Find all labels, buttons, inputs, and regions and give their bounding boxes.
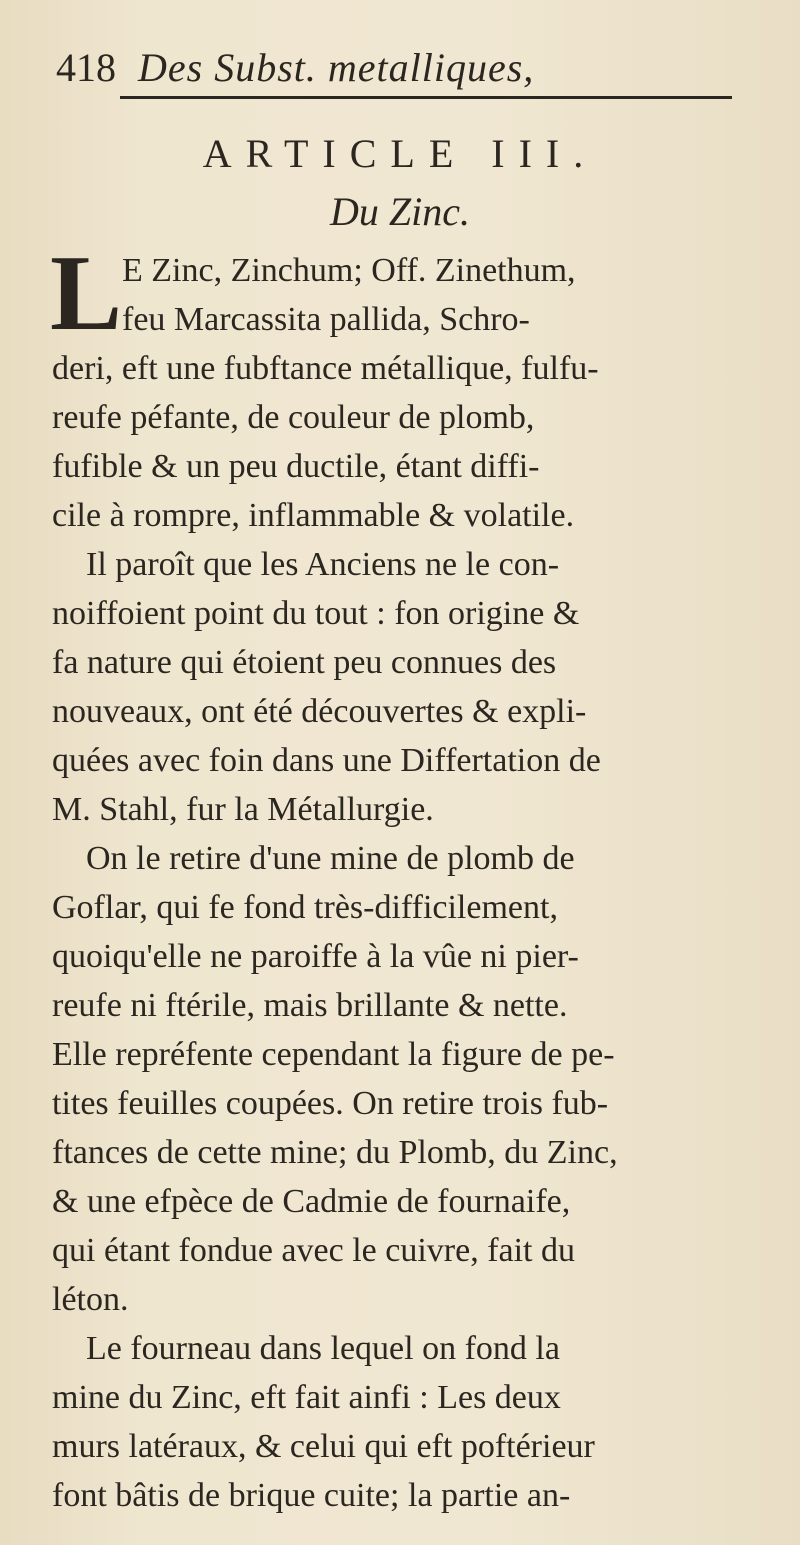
text-line: fufible & un peu ductile, étant diffi- [52,448,540,485]
page-number: 418 [56,45,116,90]
text-line: murs latéraux, & celui qui eft poftérieur [52,1428,595,1465]
text-line: quoiqu'elle ne paroiffe à la vûe ni pier- [52,938,579,975]
text-line: Le fourneau dans lequel on fond la [86,1330,560,1367]
text-line: noiffoient point du tout : fon origine & [52,595,580,632]
text-line: reufe péfante, de couleur de plomb, [52,399,535,436]
text-line: qui étant fondue avec le cuivre, fait du [52,1232,575,1269]
text-line: & une efpèce de Cadmie de fournaife, [52,1183,571,1220]
text-line: fa nature qui étoient peu connues des [52,644,557,681]
drop-cap: L [50,234,123,353]
text-line: quées avec foin dans une Differtation de [52,742,601,779]
text-line: tites feuilles coupées. On retire trois fub- [52,1085,609,1122]
body-text [50,234,748,1520]
text-line: Il paroît que les Anciens ne le con- [86,546,560,583]
text-line: mine du Zinc, eft fait ainfi : Les deux [52,1379,561,1416]
text-line: feu Marcassita pallida, Schro- [122,301,530,338]
text-line: Elle repréfente cependant la figure de pe- [52,1036,615,1073]
text-line: M. Stahl, fur la Métallurgie. [52,791,434,828]
text-line: font bâtis de brique cuite; la partie an- [52,1477,571,1514]
text-line: E Zinc, Zinchum; Off. Zinethum, [122,252,576,289]
text-line: léton. [52,1281,129,1318]
page-header [56,44,736,92]
text-line: deri, eft une fubftance métallique, fulfu- [52,350,599,387]
text-line: nouveaux, ont été découvertes & expli- [52,693,587,730]
running-title: Des Subst. metalliques, [138,45,535,90]
text-line: reufe ni ftérile, mais brillante & nette. [52,987,568,1024]
text-line: ftances de cette mine; du Plomb, du Zinc, [52,1134,618,1171]
header-rule [120,96,732,99]
article-heading: ARTICLE III. [202,131,598,176]
text-line: cile à rompre, inflammable & volatile. [52,497,575,534]
text-line: On le retire d'une mine de plomb de [86,840,575,877]
section-title: Du Zinc. [330,189,470,234]
text-line: Goflar, qui fe fond très-difficilement, [52,889,558,926]
